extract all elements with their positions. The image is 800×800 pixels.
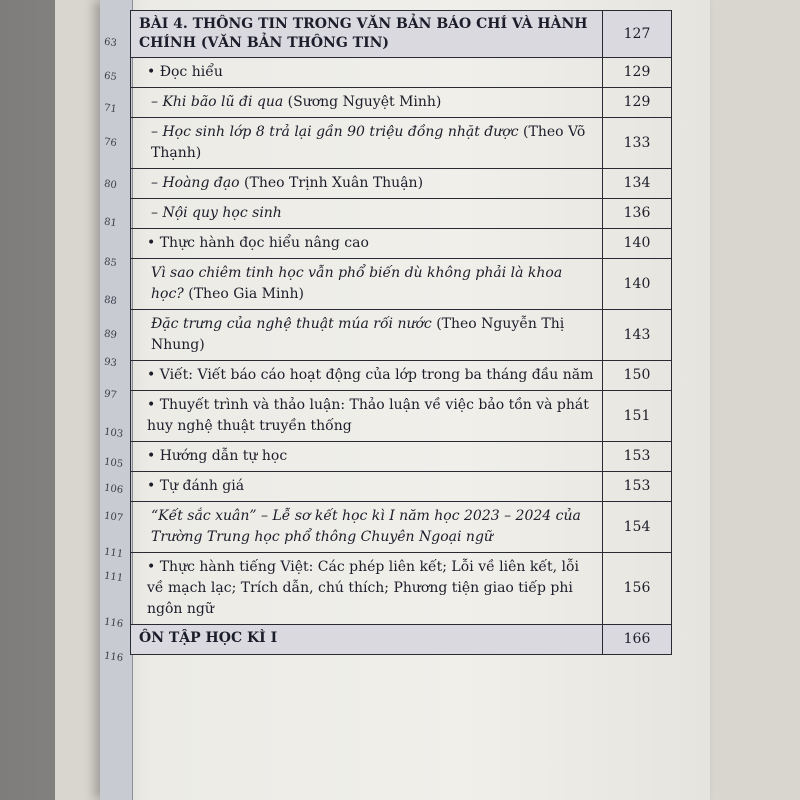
toc-row (131, 310, 672, 361)
toc-entry-title (131, 118, 603, 169)
margin-page-number: 71 (103, 102, 118, 116)
toc-row (131, 625, 672, 655)
margin-page-number: 105 (103, 456, 124, 471)
margin-page-number: 116 (103, 616, 124, 631)
toc-page-number: 143 (603, 310, 672, 361)
toc-entry-author: (Sương Nguyệt Minh) (283, 94, 442, 110)
toc-row (131, 502, 672, 553)
table-of-contents (130, 10, 672, 655)
toc-section-title: • Hướng dẫn tự học (131, 442, 603, 472)
toc-section-title: • Thực hành tiếng Việt: Các phép liên kết; Lỗi về liên kết, lỗi về mạch lạc; Trích dẫn, chú thích; Phương tiện giao tiếp phi ngôn ngữ (131, 553, 603, 625)
toc-page-number: 133 (603, 118, 672, 169)
toc-entry-title (131, 199, 603, 229)
toc-entry-author: (Theo Nguyễn Thị Nhung) (151, 316, 565, 353)
margin-page-number: 97 (103, 388, 118, 402)
toc-entry-title (131, 88, 603, 118)
toc-section-title: • Viết: Viết báo cáo hoạt động của lớp trong ba tháng đầu năm (131, 361, 603, 391)
toc-row (131, 472, 672, 502)
toc-chapter-title: ÔN TẬP HỌC KÌ I (131, 625, 603, 655)
toc-entry-title (131, 169, 603, 199)
toc-entry-italic: Đặc trưng của nghệ thuật múa rối nước (151, 316, 432, 332)
margin-page-number: 89 (103, 328, 118, 342)
toc-row (131, 58, 672, 88)
margin-page-number: 63 (103, 36, 118, 50)
toc-section-title: • Tự đánh giá (131, 472, 603, 502)
toc-page-number: 154 (603, 502, 672, 553)
toc-row (131, 169, 672, 199)
toc-row (131, 11, 672, 58)
toc-row (131, 391, 672, 442)
margin-page-number: 111 (103, 570, 124, 585)
margin-page-number: 111 (103, 546, 124, 561)
toc-page-number: 136 (603, 199, 672, 229)
toc-row (131, 118, 672, 169)
margin-page-number: 103 (103, 426, 124, 441)
toc-page-number: 129 (603, 88, 672, 118)
toc-entry-title (131, 502, 603, 553)
margin-page-number: 93 (103, 356, 118, 370)
toc-chapter-title: BÀI 4. THÔNG TIN TRONG VĂN BẢN BÁO CHÍ VÀ HÀNH CHÍNH (VĂN BẢN THÔNG TIN) (131, 11, 603, 58)
toc-page-number: 127 (603, 11, 672, 58)
toc-row (131, 442, 672, 472)
toc-page-number: 150 (603, 361, 672, 391)
toc-row (131, 88, 672, 118)
toc-page-number: 129 (603, 58, 672, 88)
toc-row (131, 361, 672, 391)
toc-page-number: 156 (603, 553, 672, 625)
toc-page-number: 166 (603, 625, 672, 655)
margin-page-number: 85 (103, 256, 118, 270)
margin-page-number: 88 (103, 294, 118, 308)
toc-page-number: 151 (603, 391, 672, 442)
toc-row (131, 229, 672, 259)
toc-entry-title (131, 310, 603, 361)
margin-page-number: 81 (103, 216, 118, 230)
toc-page-number: 140 (603, 229, 672, 259)
toc-entry-italic: – Khi bão lũ đi qua (151, 94, 284, 110)
toc-entry-author: (Theo Võ Thạnh) (151, 124, 586, 161)
margin-page-number: 107 (103, 510, 124, 525)
toc-section-title: • Đọc hiểu (131, 58, 603, 88)
toc-page-number: 153 (603, 442, 672, 472)
margin-page-number: 116 (103, 650, 124, 665)
toc-entry-italic: “Kết sắc xuân” – Lễ sơ kết học kì I năm học 2023 – 2024 của Trường Trung học phổ thông Chuyên Ngoại ngữ (151, 508, 581, 545)
margin-page-number: 80 (103, 178, 118, 192)
toc-page-number: 134 (603, 169, 672, 199)
toc-section-title: • Thuyết trình và thảo luận: Thảo luận về việc bảo tồn và phát huy nghệ thuật truyền thống (131, 391, 603, 442)
toc-entry-italic: Vì sao chiêm tinh học vẫn phổ biến dù không phải là khoa học? (151, 265, 563, 302)
toc-entry-author: (Theo Trịnh Xuân Thuận) (239, 175, 424, 191)
margin-page-number: 65 (103, 70, 118, 84)
toc-row (131, 553, 672, 625)
margin-page-number: 76 (103, 136, 118, 150)
margin-page-number: 106 (103, 482, 124, 497)
toc-entry-title (131, 259, 603, 310)
toc-entry-italic: – Hoàng đạo (151, 175, 240, 191)
toc-section-title: • Thực hành đọc hiểu nâng cao (131, 229, 603, 259)
toc-row (131, 259, 672, 310)
toc-page-number: 140 (603, 259, 672, 310)
toc-page-number: 153 (603, 472, 672, 502)
toc-entry-italic: – Học sinh lớp 8 trả lại gần 90 triệu đồng nhặt được (151, 124, 519, 140)
toc-entry-italic: – Nội quy học sinh (151, 205, 282, 221)
toc-row (131, 199, 672, 229)
toc-entry-author: (Theo Gia Minh) (183, 286, 304, 302)
